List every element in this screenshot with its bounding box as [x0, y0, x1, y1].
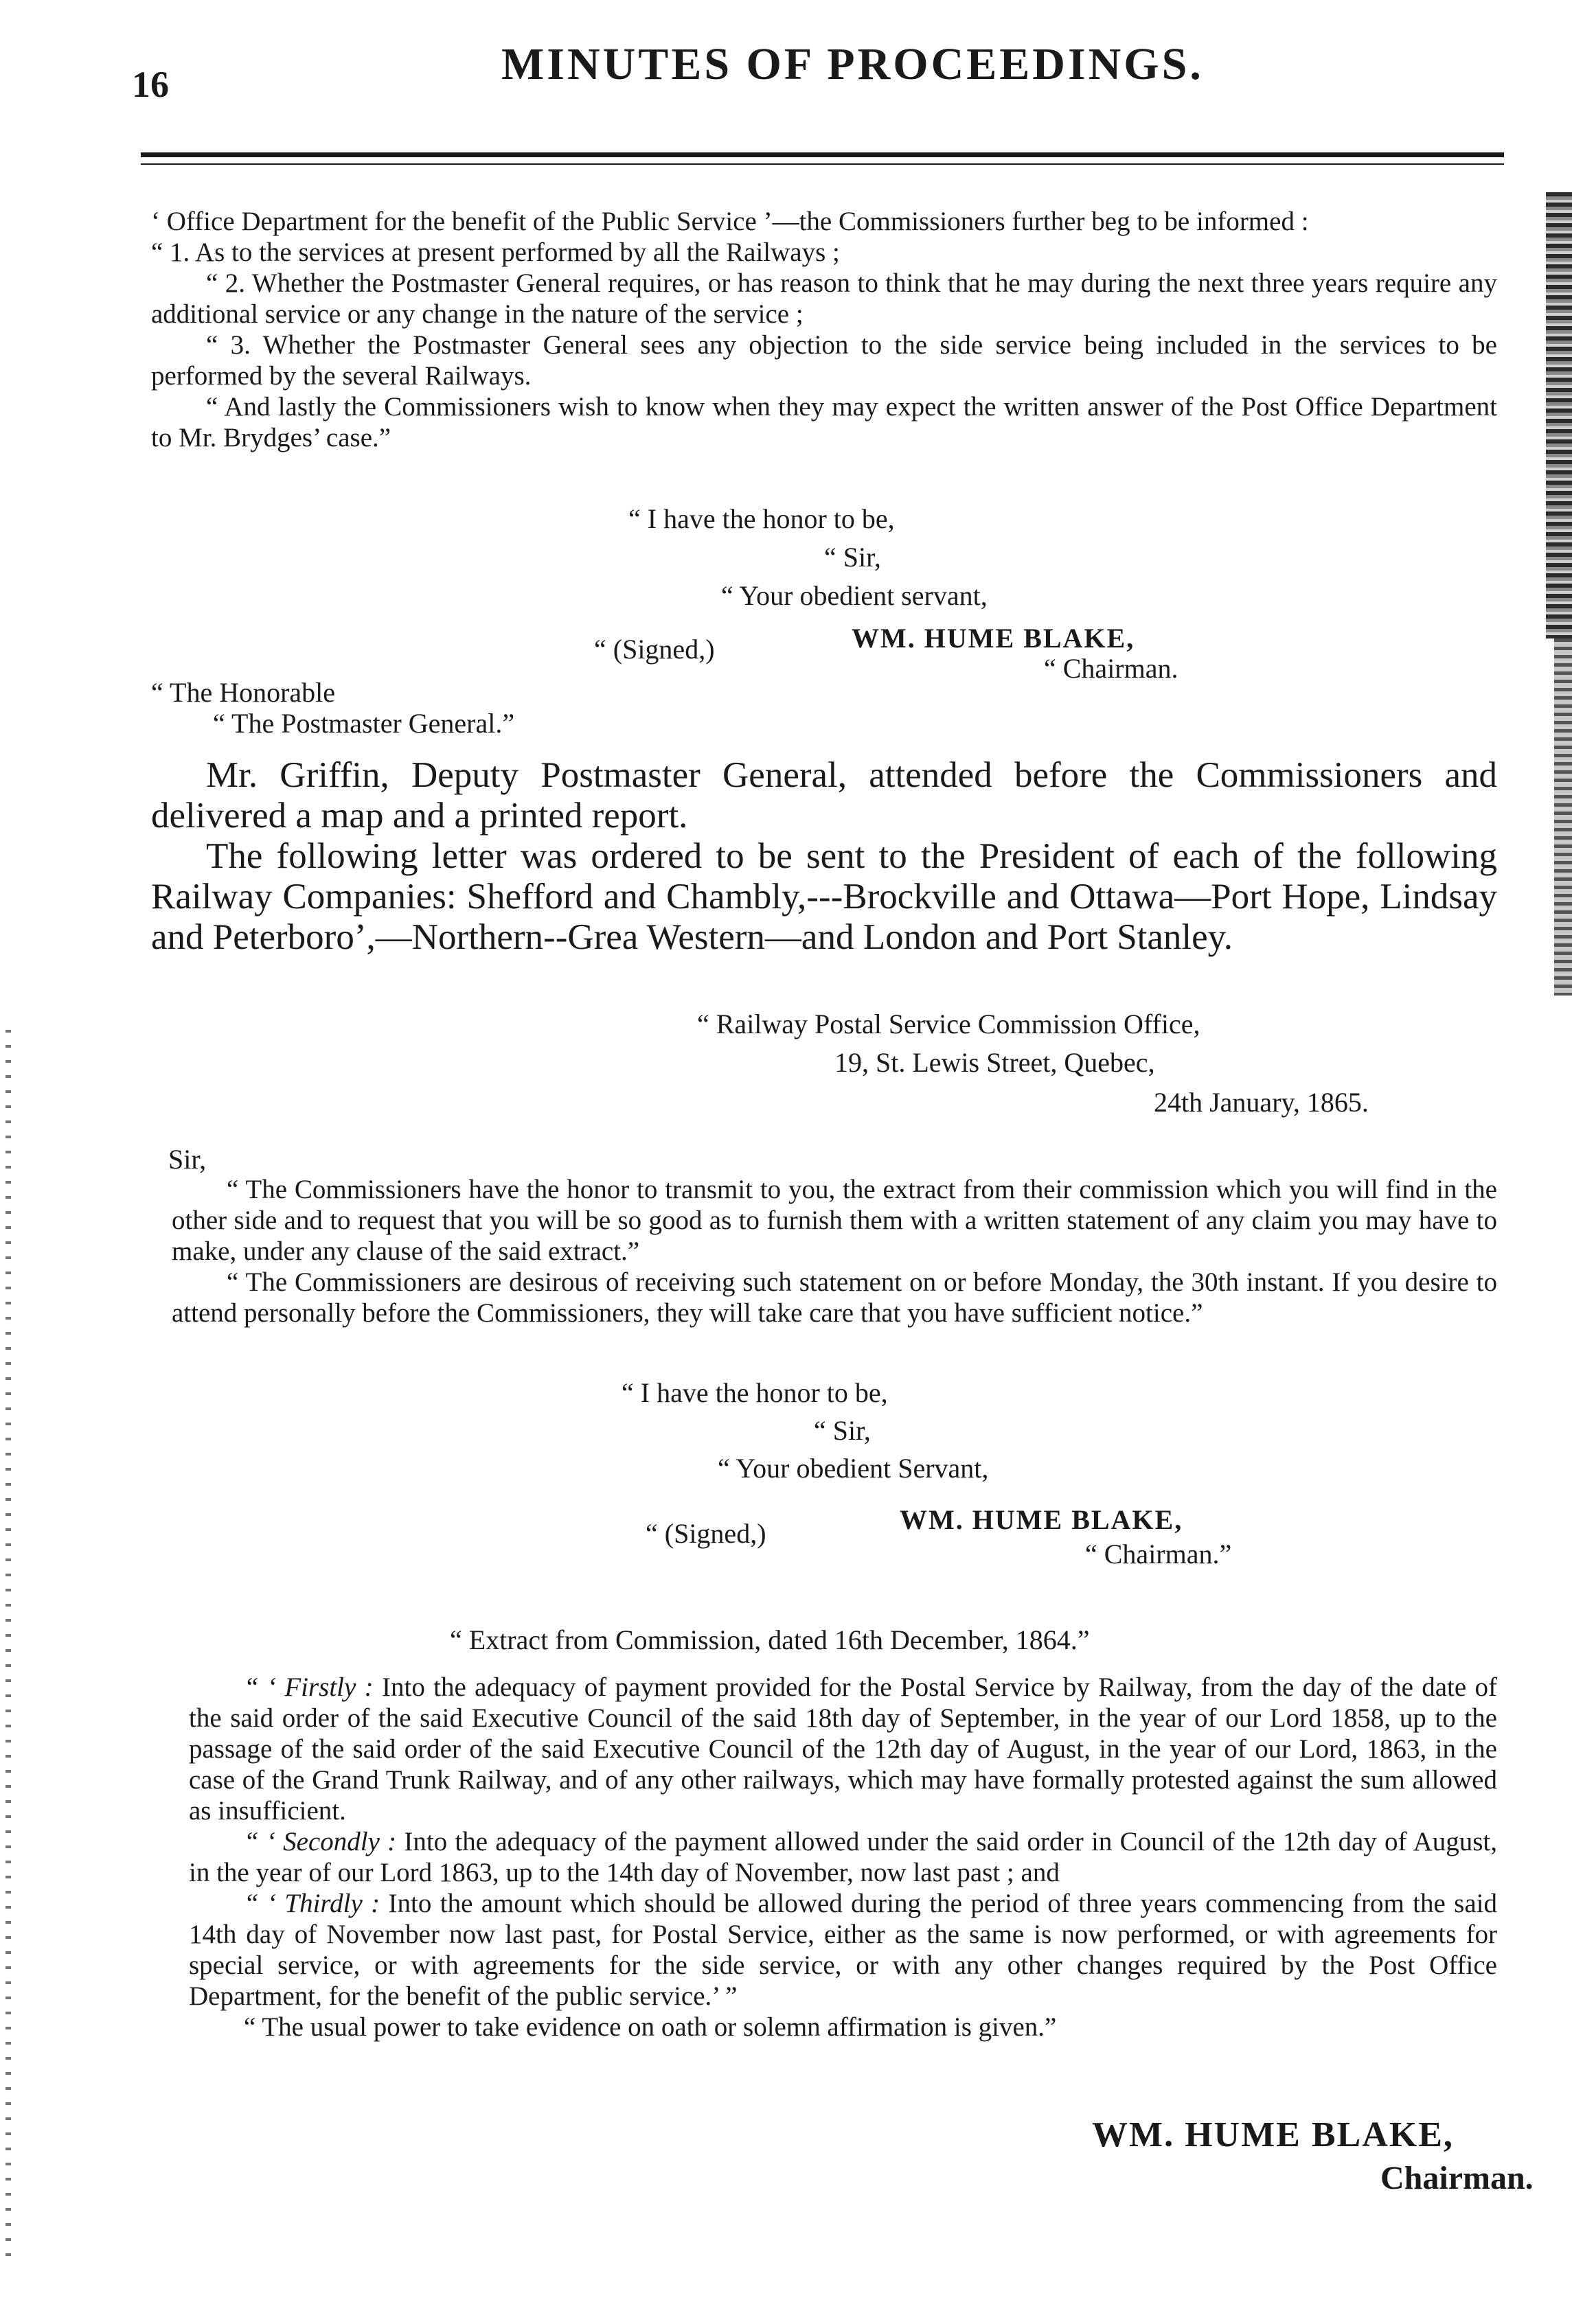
letter1-lastly: “ And lastly the Commissioners wish to know when they may expect the written answer of the Post Office Department to Mr. Brydges’ case.” [151, 392, 1497, 452]
letter2-closing2: “ Sir, [814, 1415, 871, 1446]
running-head: MINUTES OF PROCEEDINGS. [501, 39, 1204, 89]
letter2-para2: “ The Commissioners are desirous of receiving such statement on or before Monday, the 30th instant. If you desire to attend personally before the Commissioners, they will take care that you have sufficient notice.” [172, 1267, 1497, 1328]
page-number: 16 [132, 64, 169, 105]
letter2-office: “ Railway Postal Service Commission Office, [697, 1009, 1200, 1039]
letter2-date: 24th January, 1865. [1154, 1087, 1369, 1118]
letter1-signed: “ (Signed,) [594, 634, 715, 665]
extract-heading: “ Extract from Commission, dated 16th December, 1864.” [450, 1624, 1090, 1655]
secondly-label: “ ‘ Secondly : [244, 1827, 397, 1856]
firstly-label: “ ‘ Firstly : [244, 1672, 374, 1702]
letter1-closing1: “ I have the honor to be, [628, 503, 895, 534]
letter2-signer: WM. HUME BLAKE, [900, 1504, 1183, 1535]
minutes-para1: Mr. Griffin, Deputy Postmaster General, attended before the Commissioners and delivered a map and a printed report. [151, 755, 1497, 836]
extract-firstly [189, 1672, 1497, 1826]
letter1-item2: “ 2. Whether the Postmaster General requires, or has reason to think that he may during the next three years require any additional service or any change in the nature of the service ; [151, 268, 1497, 329]
scan-edge-artifact-lower [1554, 638, 1572, 996]
extract-thirdly [189, 1888, 1497, 2012]
letter1-closing3: “ Your obedient servant, [721, 580, 988, 611]
letter1-closing2: “ Sir, [824, 542, 881, 573]
thirdly-text: Into the amount which should be allowed during the period of three years commencing from the said 14th day of November now last past, for Postal Service, either as the same is now performed, or with agreements for special service, or with agreements for the side service, or with any other changes required by the Post Office Department, for the benefit of the public service.’ ” [189, 1889, 1497, 2011]
footer-signer-title: Chairman. [1380, 2160, 1534, 2196]
extract-secondly [189, 1826, 1497, 1888]
letter1-body [151, 206, 1497, 453]
header-rule-thin [141, 163, 1504, 165]
secondly-text: Into the adequacy of the payment allowed under the said order in Council of the 12th day of August, in the year of our Lord 1863, up to the 14th day of November, now last past ; and [189, 1827, 1497, 1887]
minutes-body [151, 755, 1497, 958]
letter1-addressee1: “ The Honorable [151, 677, 336, 708]
letter2-body [172, 1174, 1497, 1328]
extract-body [189, 1672, 1497, 2043]
letter1-item1: “ 1. As to the services at present performed by all the Railways ; [151, 238, 840, 267]
scan-edge-artifact [1546, 192, 1572, 638]
thirdly-label: “ ‘ Thirdly : [244, 1889, 380, 1918]
letter2-signed: “ (Signed,) [646, 1518, 766, 1549]
letter2-signer-title: “ Chairman.” [1085, 1539, 1232, 1569]
footer-signer: WM. HUME BLAKE, [1092, 2115, 1454, 2154]
firstly-text: Into the adequacy of payment provided for the Postal Service by Railway, from the day of the date of the said order of the said Executive Council of the said 18th day of September, in the year of our Lord 1858, up to the passage of the said order of the said Executive Council of the 12th day of August, in the year of our Lord, 1863, in the case of the Grand Trunk Railway, and of any other railways, which may have formally protested against the sum allowed as insufficient. [189, 1672, 1498, 1826]
scan-margin-dots [5, 1030, 11, 2266]
letter2-street: 19, St. Lewis Street, Quebec, [834, 1047, 1155, 1078]
letter2-closing3: “ Your obedient Servant, [718, 1453, 989, 1484]
minutes-para2: The following letter was ordered to be sent to the President of each of the following Railway Companies: Shefford and Chambly,---Brockville and Ottawa—Port Hope, Lindsay and Peterboro’,—Northern--Grea Western—and London and Port Stanley. [151, 836, 1497, 957]
letter2-para1: “ The Commissioners have the honor to transmit to you, the extract from their commission which you will find in the other side and to request that you will be so good as to furnish them with a written statement of any claim you may have to make, under any clause of the said extract.” [172, 1175, 1497, 1266]
letter1-para1: ‘ Office Department for the benefit of the Public Service ’—the Commissioners further beg to be informed : [151, 207, 1309, 236]
extract-power: “ The usual power to take evidence on oath or solemn affirmation is given.” [244, 2012, 1057, 2042]
letter1-addressee2: “ The Postmaster General.” [213, 708, 515, 739]
letter1-signer-title: “ Chairman. [1044, 653, 1178, 684]
letter1-signer: WM. HUME BLAKE, [852, 623, 1135, 654]
letter2-salutation: Sir, [168, 1144, 207, 1175]
letter1-item3: “ 3. Whether the Postmaster General sees any objection to the side service being included in the services to be performed by the several Railways. [151, 330, 1497, 391]
letter2-closing1: “ I have the honor to be, [622, 1377, 888, 1408]
header-rule-thick [141, 152, 1504, 157]
